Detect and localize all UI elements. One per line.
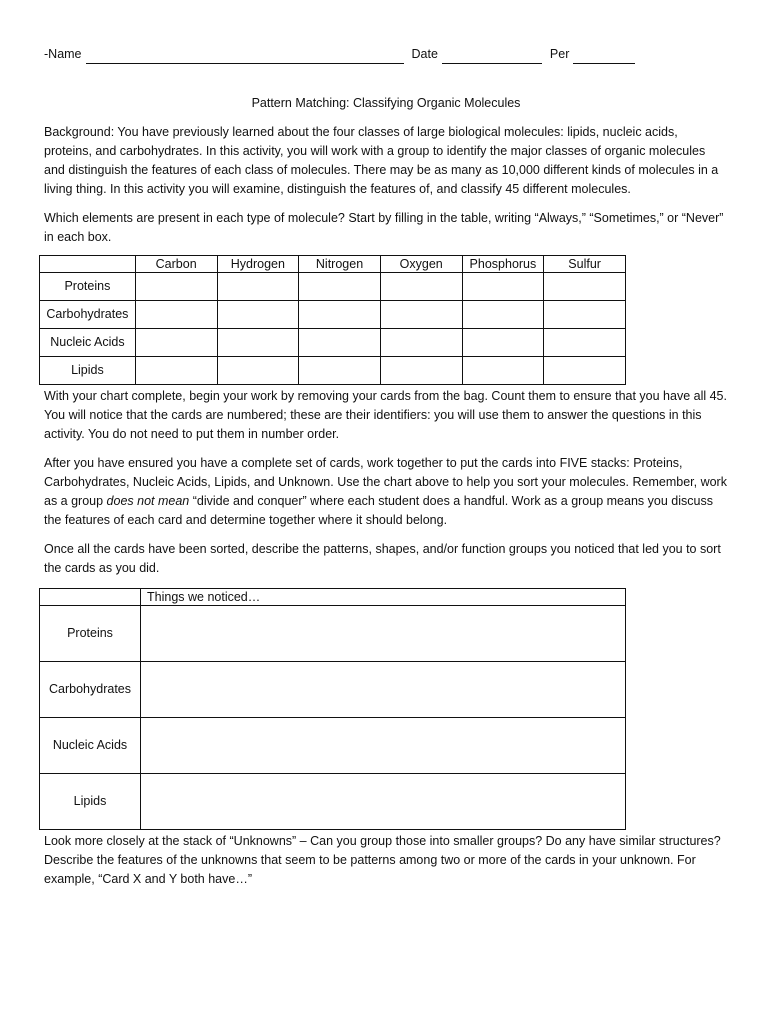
date-blank[interactable]	[442, 49, 542, 64]
table-row	[40, 718, 626, 774]
sort-emphasis: does not mean	[106, 494, 190, 508]
elements-prompt: Which elements are present in each type of molecule? Start by filling in the table, writing “Always,” “Sometimes,” or “Never” in each box.	[44, 211, 724, 244]
row-label-proteins: Proteins	[40, 273, 136, 301]
unknowns-paragraph: Look more closely at the stack of “Unknowns” – Can you group those into smaller groups? Do any have similar structures? Describe the features of the unknowns that seem to be patterns among two or more of the cards in your unknown. For example, “Card X and Y both have…”	[44, 834, 721, 886]
noticed-table-header-row	[40, 589, 626, 606]
answer-cell[interactable]	[217, 357, 299, 385]
table-row	[40, 329, 626, 357]
table-row	[40, 301, 626, 329]
noticed-table	[39, 588, 626, 830]
noticed-answer-cell[interactable]	[141, 662, 626, 718]
answer-cell[interactable]	[299, 357, 381, 385]
column-header-nitrogen: Nitrogen	[299, 256, 381, 273]
elements-table	[39, 255, 626, 385]
cards-paragraph: With your chart complete, begin your work by removing your cards from the bag. Count them to ensure that you have all 45. You will notice that the cards are numbered; these are their identifiers: you will use them to answer the questions in this activity. You do not need to put them in number order.	[44, 389, 727, 441]
table-row	[40, 774, 626, 830]
noticed-answer-cell[interactable]	[141, 718, 626, 774]
answer-cell[interactable]	[380, 357, 462, 385]
answer-cell[interactable]	[462, 301, 544, 329]
sort-text-2: “divide and conquer” where each student does a handful. Work as a group means you discuss the features of each card and determine together where it should belong.	[44, 494, 713, 527]
column-header-carbon: Carbon	[135, 256, 217, 273]
name-label: -Name	[44, 47, 82, 61]
answer-cell[interactable]	[299, 273, 381, 301]
name-blank[interactable]	[86, 49, 404, 64]
page-title: Pattern Matching: Classifying Organic Molecules	[251, 96, 521, 110]
answer-cell[interactable]	[135, 329, 217, 357]
sort-text-1: After you have ensured you have a complete set of cards, work together to put the cards into FIVE stacks: Proteins, Carbohydrates, Nucleic Acids, Lipids, and Unknown. Use the chart above to help you sort your molecules. Remember, work as a group	[44, 456, 727, 508]
answer-cell[interactable]	[217, 301, 299, 329]
table-row	[40, 606, 626, 662]
answer-cell[interactable]	[544, 357, 626, 385]
answer-cell[interactable]	[462, 357, 544, 385]
row-label-carbohydrates: Carbohydrates	[40, 301, 136, 329]
per-blank[interactable]	[573, 49, 635, 64]
elements-table-header-row	[40, 256, 626, 273]
table-row	[40, 357, 626, 385]
patterns-paragraph: Once all the cards have been sorted, describe the patterns, shapes, and/or function groups you noticed that led you to sort the cards as you did.	[44, 542, 721, 575]
sort-paragraph	[44, 454, 728, 530]
per-label: Per	[549, 47, 570, 61]
noticed-label-proteins: Proteins	[40, 606, 141, 662]
answer-cell[interactable]	[299, 329, 381, 357]
answer-cell[interactable]	[135, 301, 217, 329]
table-row	[40, 662, 626, 718]
worksheet	[44, 46, 728, 889]
answer-cell[interactable]	[462, 273, 544, 301]
column-header-oxygen: Oxygen	[380, 256, 462, 273]
background-paragraph: Background: You have previously learned about the four classes of large biological molecules: lipids, nucleic acids, proteins, and carbohydrates. In this activity, you will work with a group to identify the major classes of organic molecules and distinguish the features of each class of molecules. There may be as many as 10,000 different kinds of molecules in a living thing. In this activity you will examine, distinguish the features of, and classify 45 different molecules.	[44, 125, 719, 196]
column-header-sulfur: Sulfur	[544, 256, 626, 273]
answer-cell[interactable]	[380, 329, 462, 357]
answer-cell[interactable]	[217, 273, 299, 301]
answer-cell[interactable]	[135, 357, 217, 385]
elements-corner-cell	[40, 256, 136, 273]
noticed-corner-cell	[40, 589, 141, 606]
answer-cell[interactable]	[544, 273, 626, 301]
column-header-hydrogen: Hydrogen	[217, 256, 299, 273]
row-label-nucleic-acids: Nucleic Acids	[40, 329, 136, 357]
noticed-answer-cell[interactable]	[141, 606, 626, 662]
answer-cell[interactable]	[380, 301, 462, 329]
answer-cell[interactable]	[462, 329, 544, 357]
noticed-label-lipids: Lipids	[40, 774, 141, 830]
noticed-label-nucleic-acids: Nucleic Acids	[40, 718, 141, 774]
noticed-label-carbohydrates: Carbohydrates	[40, 662, 141, 718]
column-header-phosphorus: Phosphorus	[462, 256, 544, 273]
answer-cell[interactable]	[135, 273, 217, 301]
row-label-lipids: Lipids	[40, 357, 136, 385]
header-line	[44, 46, 728, 64]
answer-cell[interactable]	[544, 301, 626, 329]
noticed-answer-cell[interactable]	[141, 774, 626, 830]
noticed-header: Things we noticed…	[141, 589, 626, 606]
date-label: Date	[411, 47, 438, 61]
answer-cell[interactable]	[217, 329, 299, 357]
answer-cell[interactable]	[380, 273, 462, 301]
answer-cell[interactable]	[299, 301, 381, 329]
table-row	[40, 273, 626, 301]
answer-cell[interactable]	[544, 329, 626, 357]
